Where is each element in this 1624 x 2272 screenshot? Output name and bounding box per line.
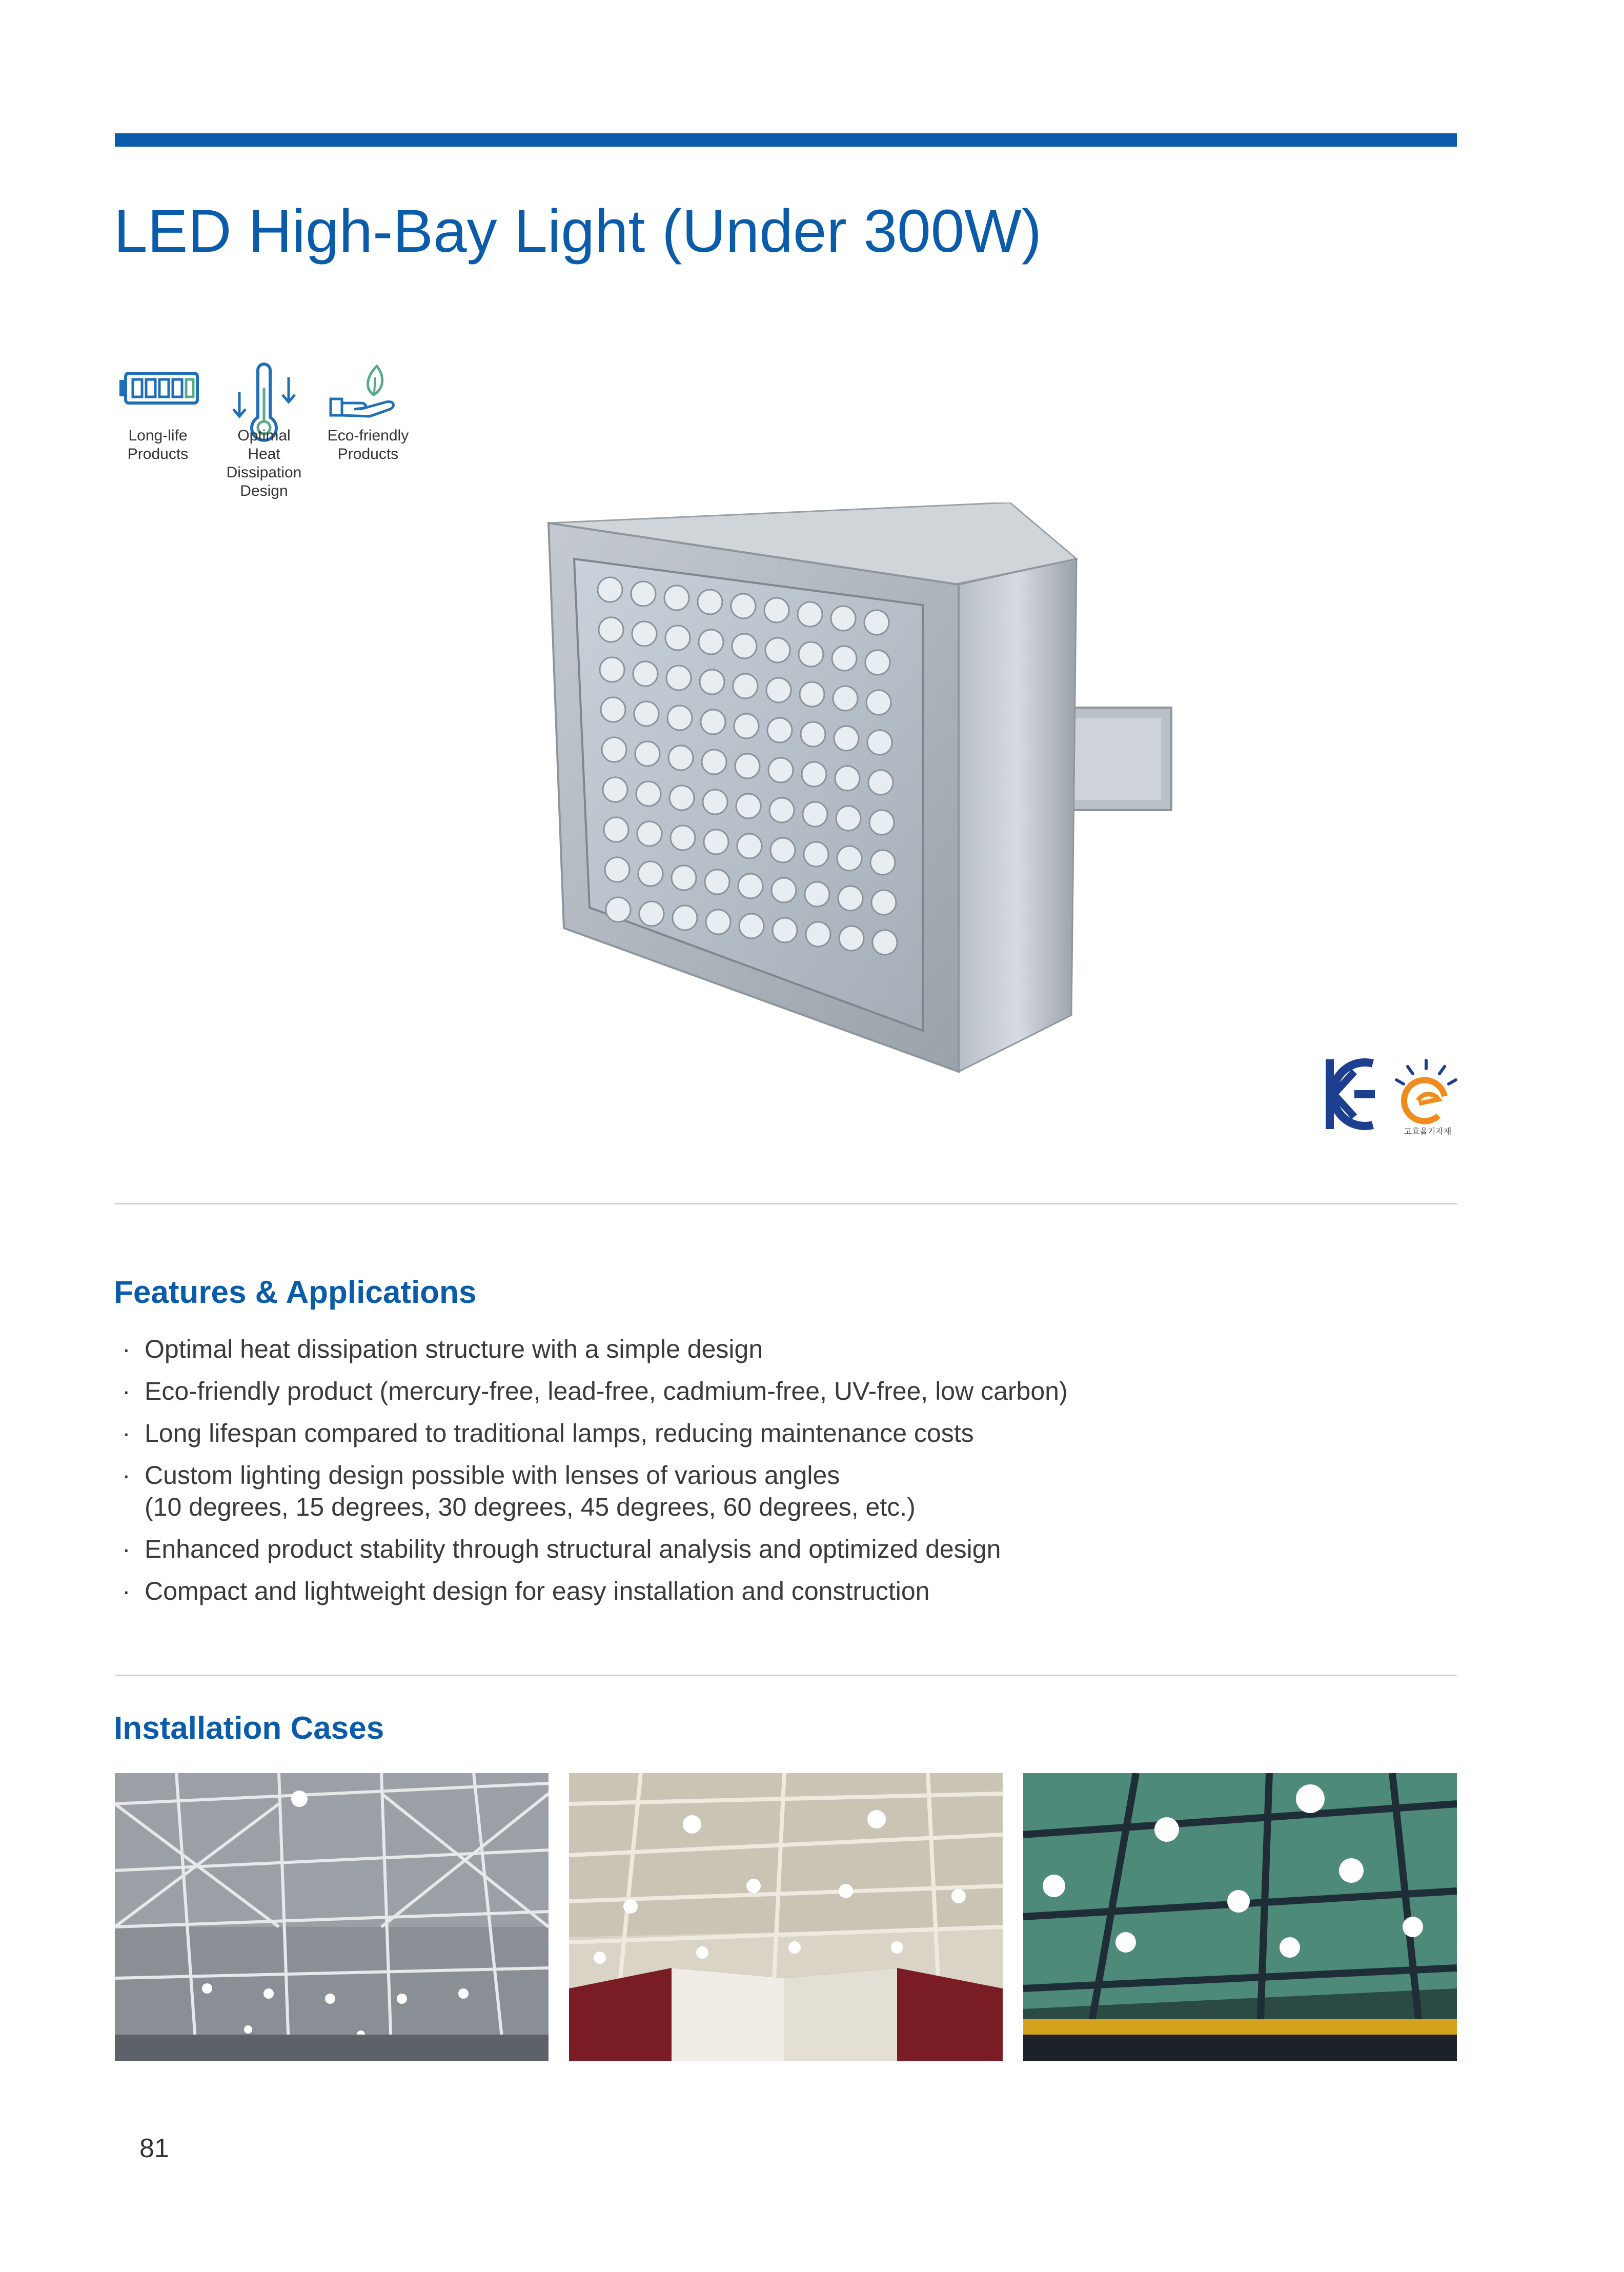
- efficiency-mark-text: 고효율기자재: [1404, 1127, 1452, 1136]
- badge-long-life: [102, 362, 214, 464]
- badge-label-eco: Eco-friendly Products: [327, 427, 409, 463]
- installation-photo-1: [115, 1773, 549, 2061]
- list-item: · Compact and lightweight design for easy installation and construction: [122, 1577, 930, 1605]
- list-item: · Long lifespan compared to traditional lamps, reducing maintenance costs: [122, 1419, 974, 1447]
- features-list: [122, 1333, 1404, 1617]
- badge-heat-dissipation: [208, 362, 320, 500]
- list-item: · Eco-friendly product (mercury-free, lead-free, cadmium-free, UV-free, low carbon): [122, 1377, 1068, 1405]
- page-number: 81: [139, 2134, 169, 2163]
- installation-photo-3: [1023, 1773, 1457, 2061]
- efficiency-mark-icon: [1389, 1056, 1466, 1138]
- features-heading: Features & Applications: [114, 1275, 477, 1310]
- list-item: · Enhanced product stability through structural analysis and optimized design: [122, 1535, 1001, 1563]
- installation-photo-2: [569, 1773, 1003, 2061]
- badge-label-heat: Optimal Heat Dissipation Design: [226, 427, 302, 499]
- battery-icon: [114, 362, 201, 418]
- product-image: [533, 502, 1200, 1087]
- list-item: · Optimal heat dissipation structure with a simple design: [122, 1335, 763, 1363]
- divider: [115, 1675, 1457, 1676]
- kc-mark-icon: [1323, 1056, 1379, 1132]
- divider: [115, 1203, 1457, 1204]
- installation-heading: Installation Cases: [114, 1711, 384, 1746]
- list-item: · Custom lighting design possible with lenses of various angles (10 degrees, 15 degrees, 30 degrees, 45 degrees, 60 degrees, etc.): [122, 1461, 916, 1521]
- badge-label-long-life: Long-life Products: [127, 427, 189, 463]
- top-rule: [115, 133, 1457, 147]
- badge-eco-friendly: [312, 362, 424, 464]
- leaf-hand-icon: [324, 362, 412, 418]
- page-title: LED High-Bay Light (Under 300W): [114, 197, 1042, 265]
